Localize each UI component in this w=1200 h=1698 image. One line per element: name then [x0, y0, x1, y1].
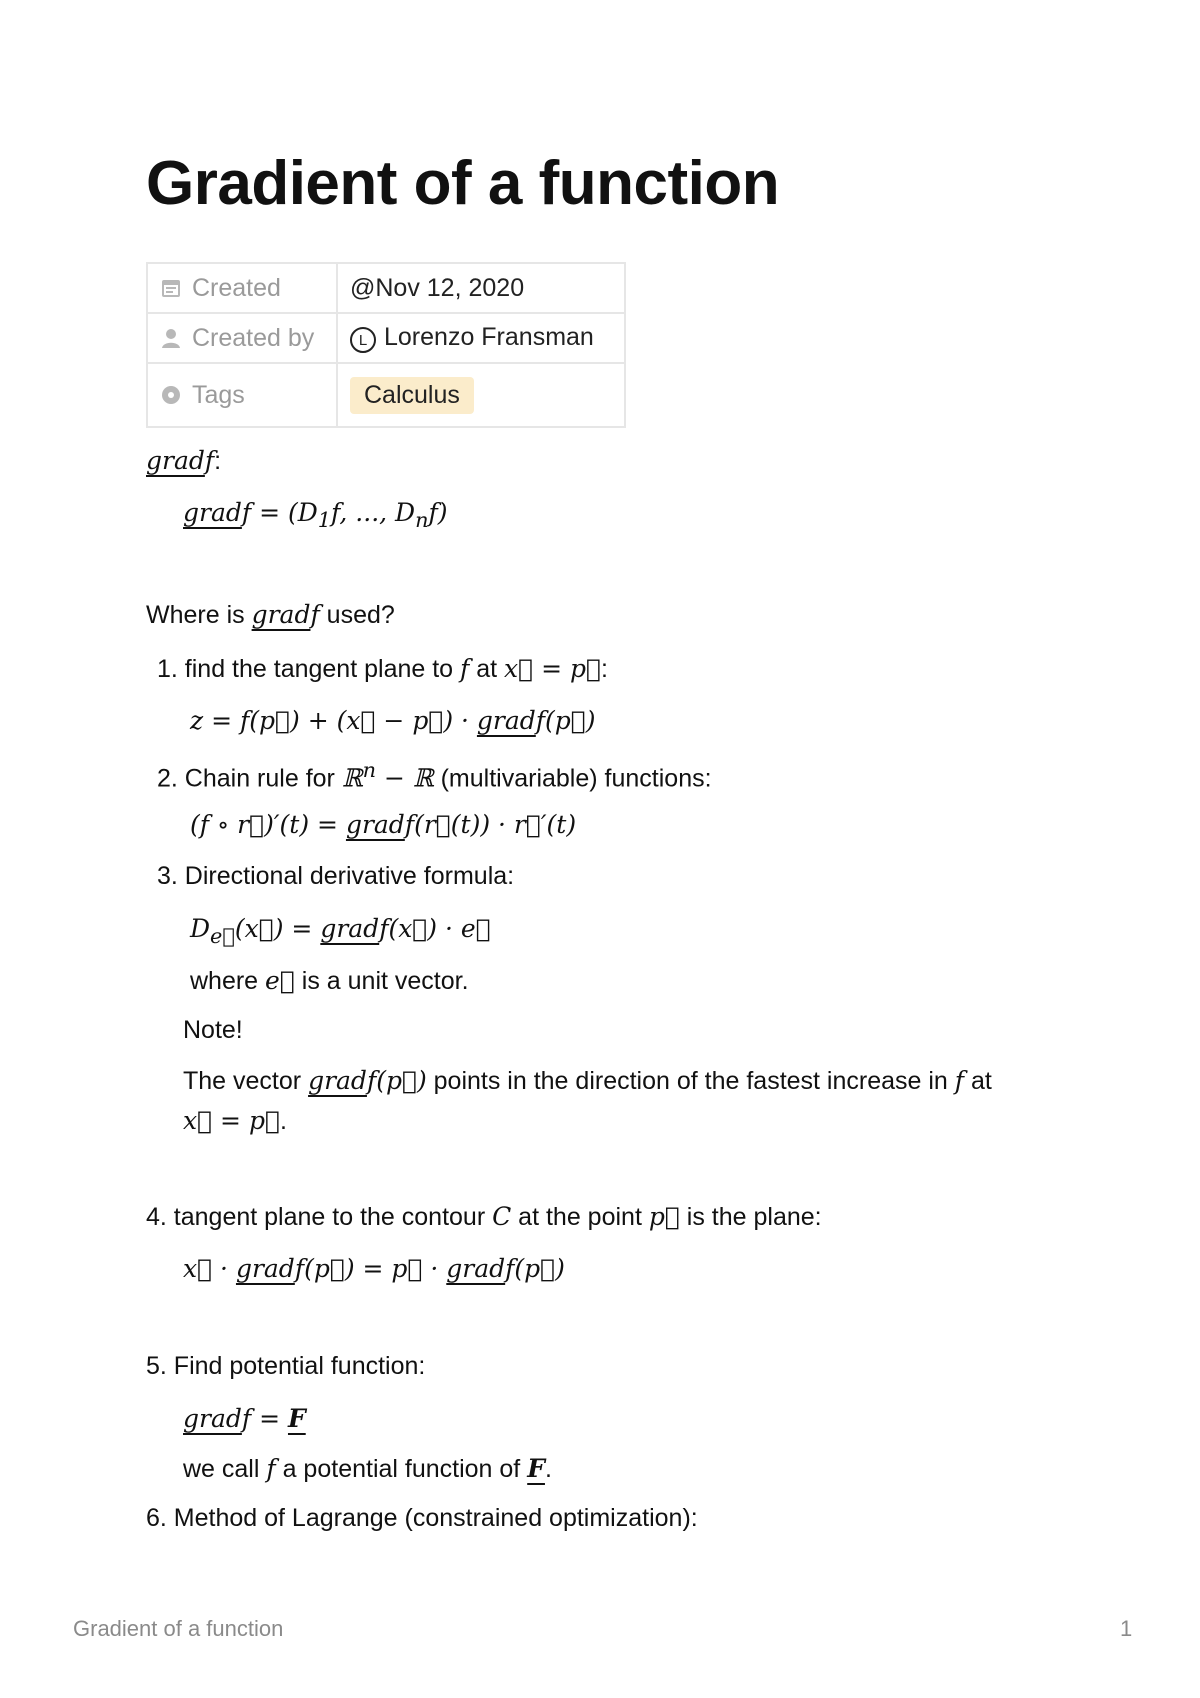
property-row-tags	[147, 363, 625, 427]
properties-table	[146, 262, 626, 428]
footer-title: Gradient of a function	[73, 1616, 284, 1641]
tag-calculus[interactable]: Calculus	[350, 377, 474, 414]
property-row-created-by	[147, 313, 625, 363]
potential-note: we call f a potential function of F.	[183, 1454, 552, 1483]
equation-tangent-plane: z = f(p⃗) + (x⃗ − p⃗) · gradf(p⃗)	[190, 706, 596, 735]
equation-potential: gradf = F	[183, 1404, 306, 1433]
equation-chain-rule: (f ∘ r⃗)′(t) = gradf(r⃗(t)) · r⃗′(t)	[190, 810, 577, 839]
list-item: 2. Chain rule for ℝ$^n$ − ℝ (multivariable) functions:	[157, 758, 712, 793]
property-value-created[interactable]: @Nov 12, 2020	[337, 263, 625, 313]
avatar: L	[350, 327, 376, 353]
list-item: 6. Method of Lagrange (constrained optimization):	[146, 1504, 698, 1532]
equation-directional-derivative: $D_{e⃗}(x⃗)$ = gradf(x⃗) · e⃗	[190, 914, 491, 948]
note-text-continued: x⃗ = p⃗.	[183, 1106, 287, 1135]
definition-equation: gradf = ($D_1f$, ..., $D_nf$)	[183, 498, 448, 532]
list-item: 1. find the tangent plane to f at x⃗ = p⃗:	[157, 654, 608, 683]
list-item: 4. tangent plane to the contour C at the point p⃗ is the plane:	[146, 1202, 822, 1231]
person-icon	[160, 327, 182, 349]
list-item: 5. Find potential function:	[146, 1352, 426, 1380]
unit-vector-note: where e⃗ is a unit vector.	[190, 966, 469, 995]
creator-name: Lorenzo Fransman	[384, 322, 594, 351]
equation-contour-plane: x⃗ · gradf(p⃗) = p⃗ · gradf(p⃗)	[183, 1254, 565, 1283]
property-row-created	[147, 263, 625, 313]
note-label: Note!	[183, 1016, 243, 1044]
note-text: The vector gradf(p⃗) points in the direction of the fastest increase in f at	[183, 1066, 992, 1095]
calendar-icon	[160, 277, 182, 299]
property-key: Created	[192, 273, 281, 302]
property-key: Tags	[192, 380, 245, 409]
list-item: 3. Directional derivative formula:	[157, 862, 515, 890]
page-number: 1	[1120, 1616, 1133, 1641]
definition-label: gradf:	[146, 446, 222, 475]
property-value-created-by[interactable]	[337, 313, 625, 363]
tag-icon	[160, 384, 182, 406]
section-question: Where is gradf used?	[146, 600, 395, 629]
property-key: Created by	[192, 323, 315, 352]
page-title: Gradient of a function	[146, 149, 780, 218]
